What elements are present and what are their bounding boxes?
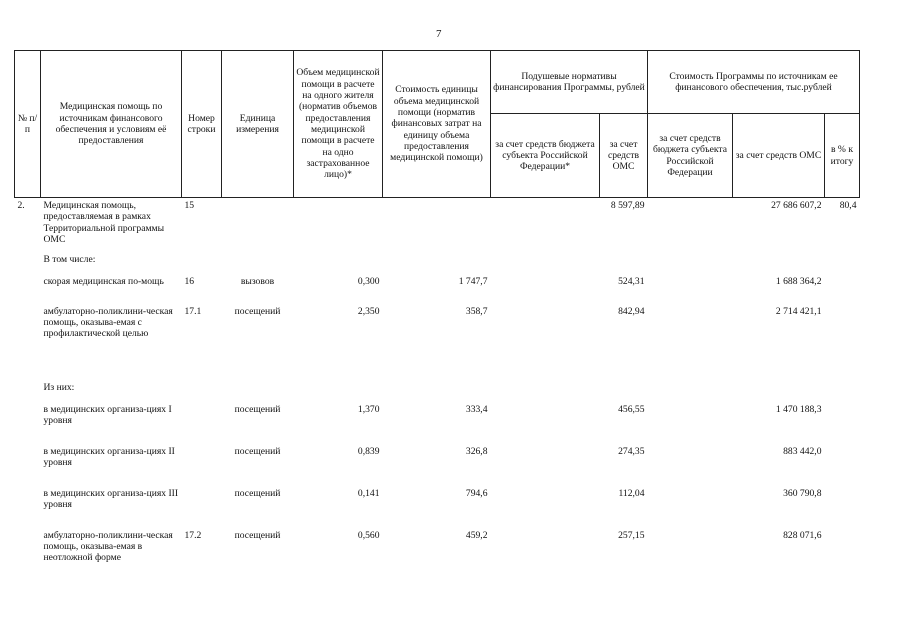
cell-cost-budget bbox=[648, 403, 733, 445]
header-norms-oms: за счет средств ОМС bbox=[600, 114, 648, 198]
cell-norm-budget bbox=[491, 275, 600, 305]
header-group-cost: Стоимость Программы по источникам ее финансового обеспечения, тыс.рублей bbox=[648, 51, 860, 114]
header-volume: Объем медицинской помощи в расчете на одного жителя (норматив объемов предоставления медицинской помощи в расчете на одно застрахованное лицо)* bbox=[294, 51, 383, 198]
cell-unit bbox=[222, 253, 294, 275]
cell-volume: 0,300 bbox=[357, 275, 380, 287]
program-cost-table bbox=[14, 50, 860, 573]
cell-norm-budget bbox=[491, 381, 600, 403]
cell-norm-oms bbox=[600, 253, 648, 275]
header-cost-budget: за счет средств бюджета субъекта Российской Федерации bbox=[648, 114, 733, 198]
header-unit: Единица измерения bbox=[222, 51, 294, 198]
cell-norm-oms: 524,31 bbox=[618, 275, 645, 287]
cell-cost-budget bbox=[648, 529, 733, 573]
cell-unit: вызовов bbox=[240, 275, 275, 287]
cell-pct bbox=[825, 253, 860, 275]
cell-name: скорая медицинская по-мощь bbox=[43, 275, 164, 287]
cell-norm-budget bbox=[491, 253, 600, 275]
cell-volume: 0,839 bbox=[357, 445, 380, 457]
cell-pct bbox=[825, 403, 860, 445]
table-row bbox=[15, 253, 860, 275]
cell-cost-oms bbox=[733, 253, 825, 275]
cell-unit: посещений bbox=[234, 445, 281, 457]
cell-norm-oms: 257,15 bbox=[618, 529, 645, 541]
cell-num bbox=[15, 275, 41, 305]
cell-cost-budget bbox=[648, 445, 733, 487]
cell-row: 15 bbox=[184, 200, 195, 211]
cell-name: Медицинская помощь, предоставляемая в рамках Территориальной программы ОМС bbox=[43, 200, 165, 245]
cell-volume bbox=[294, 381, 383, 403]
header-num: № п/п bbox=[15, 51, 41, 198]
cell-cost: 459,2 bbox=[465, 529, 488, 541]
table-row bbox=[15, 305, 860, 381]
table-row bbox=[15, 198, 860, 253]
header-cost: Стоимость единицы объема медицинской помощи (норматив финансовых затрат на единицу объема предоставления медицинской помощи) bbox=[383, 51, 491, 198]
cell-name: В том числе: bbox=[43, 253, 96, 265]
cell-volume: 0,560 bbox=[357, 529, 380, 541]
cell-num bbox=[15, 529, 41, 573]
cell-cost-oms bbox=[733, 381, 825, 403]
cell-norm-oms: 456,55 bbox=[618, 403, 645, 415]
cell-cost-oms: 883 442,0 bbox=[783, 445, 822, 457]
table-row bbox=[15, 445, 860, 487]
cell-num bbox=[15, 487, 41, 529]
cell-norm-budget bbox=[491, 445, 600, 487]
cell-name: в медицинских организа-циях I уровня bbox=[43, 403, 172, 426]
cell-cost-oms: 27 686 607,2 bbox=[771, 200, 822, 211]
cell-cost: 794,6 bbox=[465, 487, 488, 499]
cell-cost bbox=[383, 198, 491, 253]
cell-norm-budget bbox=[491, 487, 600, 529]
cell-norm-oms: 842,94 bbox=[618, 305, 645, 317]
cell-cost-oms: 360 790,8 bbox=[783, 487, 822, 499]
cell-pct bbox=[825, 529, 860, 573]
cell-cost-oms: 1 688 364,2 bbox=[775, 275, 822, 287]
cell-pct: 80,4 bbox=[839, 200, 857, 211]
header-type: Медицинская помощь по источникам финансового обеспечения и условиям её предоставления bbox=[41, 51, 182, 198]
cell-num: 2. bbox=[17, 200, 25, 211]
cell-unit: посещений bbox=[234, 305, 281, 317]
cell-name: амбулаторно-поликлини-ческая помощь, оказыва-емая в неотложной форме bbox=[43, 529, 173, 564]
cell-num bbox=[15, 253, 41, 275]
cell-norm-oms: 274,35 bbox=[618, 445, 645, 457]
cell-cost-budget bbox=[648, 198, 733, 253]
cell-row bbox=[182, 487, 222, 529]
cell-cost-budget bbox=[648, 253, 733, 275]
header-norms-budget: за счет средств бюджета субъекта Российской Федерации* bbox=[491, 114, 600, 198]
cell-cost: 358,7 bbox=[465, 305, 488, 317]
cell-norm-oms: 8 597,89 bbox=[610, 200, 645, 211]
cell-name: в медицинских организа-циях III уровня bbox=[43, 487, 179, 510]
cell-unit bbox=[222, 381, 294, 403]
cell-unit: посещений bbox=[234, 403, 281, 415]
cell-volume: 2,350 bbox=[357, 305, 380, 317]
cell-pct bbox=[825, 445, 860, 487]
cell-norm-budget bbox=[491, 529, 600, 573]
cell-cost: 333,4 bbox=[465, 403, 488, 415]
cell-name: амбулаторно-поликлини-ческая помощь, оказыва-емая с профилактической целью bbox=[43, 305, 173, 340]
cell-cost-budget bbox=[648, 275, 733, 305]
cell-norm-budget bbox=[491, 403, 600, 445]
cell-row: 16 bbox=[184, 275, 195, 287]
cell-cost-budget bbox=[648, 487, 733, 529]
cell-cost-oms: 2 714 421,1 bbox=[775, 305, 822, 317]
cell-name: Из них: bbox=[43, 381, 75, 393]
cell-row: 17.2 bbox=[184, 529, 202, 541]
cell-cost: 326,8 bbox=[465, 445, 488, 457]
cell-num bbox=[15, 305, 41, 381]
cell-pct bbox=[825, 381, 860, 403]
header-row: Номер строки bbox=[182, 51, 222, 198]
table-row bbox=[15, 381, 860, 403]
cell-row bbox=[182, 403, 222, 445]
cell-volume bbox=[294, 198, 383, 253]
cell-unit: посещений bbox=[234, 529, 281, 541]
cell-volume: 0,141 bbox=[357, 487, 380, 499]
cell-cost-oms: 1 470 188,3 bbox=[775, 403, 822, 415]
cell-num bbox=[15, 445, 41, 487]
table-row bbox=[15, 487, 860, 529]
cell-norm-oms bbox=[600, 381, 648, 403]
cell-volume: 1,370 bbox=[357, 403, 380, 415]
table-row bbox=[15, 275, 860, 305]
table-row bbox=[15, 529, 860, 573]
header-cost-pct: в % к итогу bbox=[825, 114, 860, 198]
cell-unit bbox=[222, 198, 294, 253]
header-group-norms: Подушевые нормативы финансирования Программы, рублей bbox=[491, 51, 648, 114]
cell-cost: 1 747,7 bbox=[458, 275, 488, 287]
cell-pct bbox=[825, 275, 860, 305]
cell-num bbox=[15, 403, 41, 445]
cell-norm-budget bbox=[491, 305, 600, 381]
cell-row bbox=[182, 381, 222, 403]
cell-cost-budget bbox=[648, 305, 733, 381]
cell-row bbox=[182, 445, 222, 487]
table-body bbox=[15, 198, 860, 573]
cell-norm-oms: 112,04 bbox=[618, 487, 645, 499]
cell-cost bbox=[383, 253, 491, 275]
cell-row bbox=[182, 253, 222, 275]
cell-row: 17.1 bbox=[184, 305, 202, 317]
cell-cost bbox=[383, 381, 491, 403]
cell-name: в медицинских организа-циях II уровня bbox=[43, 445, 175, 468]
cell-pct bbox=[825, 487, 860, 529]
page-number: 7 bbox=[436, 28, 442, 40]
header-cost-oms: за счет средств ОМС bbox=[733, 114, 825, 198]
cell-unit: посещений bbox=[234, 487, 281, 499]
cell-cost-budget bbox=[648, 381, 733, 403]
table-header bbox=[15, 51, 860, 198]
cell-num bbox=[15, 381, 41, 403]
cell-cost-oms: 828 071,6 bbox=[783, 529, 822, 541]
cell-volume bbox=[294, 253, 383, 275]
table-row bbox=[15, 403, 860, 445]
cell-norm-budget bbox=[491, 198, 600, 253]
cell-pct bbox=[825, 305, 860, 381]
